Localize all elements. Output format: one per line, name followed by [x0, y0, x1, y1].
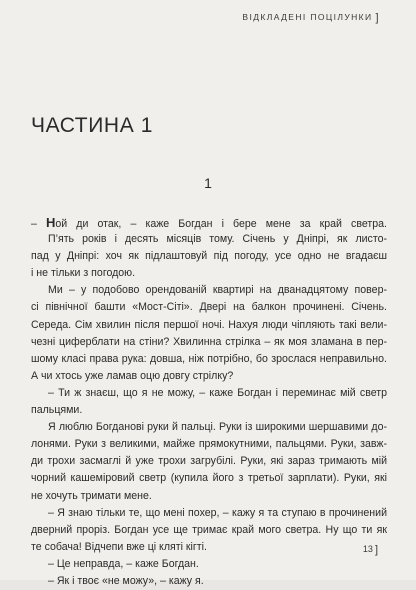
text-line: сі північної башти «Мост-Сіті». Двері на балкон прочинені. Січень.: [31, 301, 387, 314]
text-line: чезні циферблати на стіни? Хвилинна стрілка – як моя зламана в пер-: [31, 335, 387, 348]
text-line: те собача! Відчепи вже ці кляті кігті.: [31, 540, 207, 553]
text-line: лонями. Руки з великими, майже прямокутними, пальцями. Руки, завж-: [31, 438, 387, 451]
page-number-text: 13: [362, 544, 373, 554]
text-line-content: ой ди отак, – каже Богдан і бере мене за край светра.: [55, 218, 387, 230]
text-line: не хочуть тримати мене.: [31, 489, 152, 502]
running-head: [242, 11, 380, 23]
dialogue-dash: –: [31, 218, 46, 230]
text-line: – Це неправда, – каже Богдан.: [48, 557, 199, 570]
text-line: А чи хтось уже ламав оцю довгу стрілку?: [31, 369, 234, 382]
text-line: П’ять років і десять місяців тому. Січень у Дніпрі, як листо-: [48, 233, 387, 246]
text-line: пад у Дніпрі: хоч як підлаштовуй під погоду, усе одно не вгадаєш: [31, 250, 387, 263]
text-line: чорний кашеміровий светр (купила його з третьої зарплати). Руки, які: [31, 472, 387, 485]
text-line: – Як і твоє «не можу», – кажу я.: [48, 574, 204, 587]
text-line: і не тільки з погодою.: [31, 267, 136, 280]
text-line: Середа. Сім хвилин після першої ночі. Нахуя люди чіпляють такі вели-: [31, 318, 387, 331]
part-title: ЧАСТИНА 1: [31, 114, 154, 138]
text-line: – Я знаю тільки те, що мені похер, – кажу я та ступаю в прочинений: [48, 506, 387, 519]
drop-cap: Н: [46, 215, 56, 230]
text-line: Ми – у подобово орендованій квартирі на дванадцятому повер-: [48, 284, 387, 297]
text-line: пальцями.: [31, 404, 83, 417]
page-number: [363, 543, 378, 555]
running-head-bracket: ]: [375, 12, 380, 24]
page-number-bracket: ]: [374, 544, 378, 556]
chapter-body-text: [31, 214, 387, 590]
chapter-number: 1: [204, 175, 212, 191]
text-line: ди трохи засмаглі й уже трохи загрубілі. Руки, які зараз тримають мій: [31, 455, 387, 468]
text-line: – Ти ж знаєш, що я не можу, – каже Богдан і переминає мій светр: [48, 386, 387, 399]
text-line: Я люблю Богданові руки й пальці. Руки із широкими шершавими до-: [48, 421, 387, 434]
running-head-text: ВІДКЛАДЕНІ ПОЦІЛУНКИ: [242, 12, 373, 22]
text-line: дверний проріз. Богдан усе ще тримає край мого светра. Ну що ти як: [31, 523, 387, 536]
text-line: шому класі права рука: довша, ніж потрібно, бо зрослася неправильно.: [31, 352, 387, 365]
text-line: [31, 214, 387, 231]
